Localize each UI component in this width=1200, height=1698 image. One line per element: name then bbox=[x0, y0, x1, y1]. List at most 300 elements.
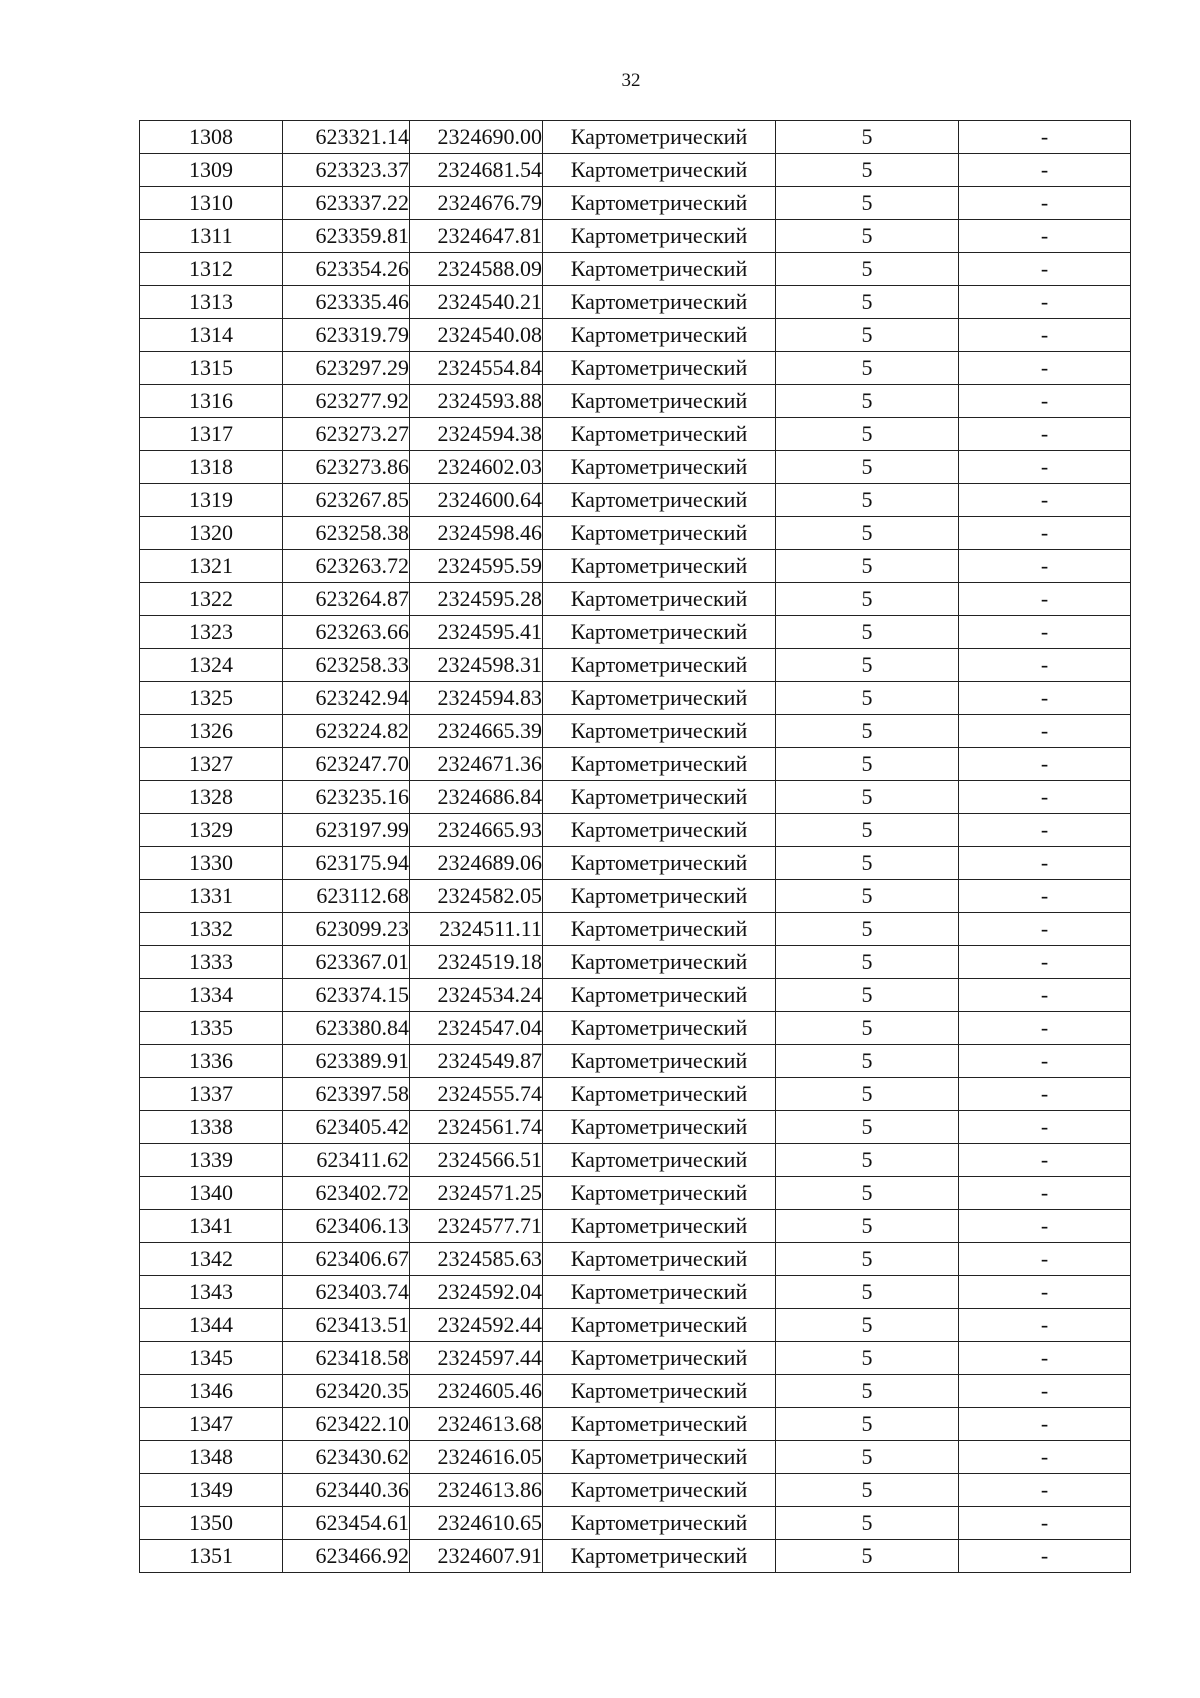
description-cell: - bbox=[959, 946, 1131, 979]
accuracy-cell: 5 bbox=[776, 1276, 959, 1309]
method-cell: Картометрический bbox=[543, 121, 776, 154]
method-cell: Картометрический bbox=[543, 1441, 776, 1474]
point-number-cell: 1346 bbox=[140, 1375, 283, 1408]
accuracy-cell: 5 bbox=[776, 1210, 959, 1243]
accuracy-cell: 5 bbox=[776, 1507, 959, 1540]
page-number: 32 bbox=[621, 70, 641, 91]
method-cell: Картометрический bbox=[543, 1111, 776, 1144]
method-cell: Картометрический bbox=[543, 1408, 776, 1441]
x-coordinate-cell: 623273.27 bbox=[283, 418, 410, 451]
table-row bbox=[140, 715, 1131, 748]
x-coordinate-cell: 623247.70 bbox=[283, 748, 410, 781]
method-cell: Картометрический bbox=[543, 1243, 776, 1276]
point-number-cell: 1328 bbox=[140, 781, 283, 814]
description-cell: - bbox=[959, 187, 1131, 220]
description-cell: - bbox=[959, 484, 1131, 517]
y-coordinate-cell: 2324605.46 bbox=[410, 1375, 543, 1408]
point-number-cell: 1310 bbox=[140, 187, 283, 220]
y-coordinate-cell: 2324561.74 bbox=[410, 1111, 543, 1144]
accuracy-cell: 5 bbox=[776, 847, 959, 880]
table-row bbox=[140, 1441, 1131, 1474]
x-coordinate-cell: 623418.58 bbox=[283, 1342, 410, 1375]
accuracy-cell: 5 bbox=[776, 1012, 959, 1045]
table-row bbox=[140, 517, 1131, 550]
x-coordinate-cell: 623273.86 bbox=[283, 451, 410, 484]
x-coordinate-cell: 623454.61 bbox=[283, 1507, 410, 1540]
method-cell: Картометрический bbox=[543, 946, 776, 979]
method-cell: Картометрический bbox=[543, 880, 776, 913]
point-number-cell: 1316 bbox=[140, 385, 283, 418]
table-row bbox=[140, 1276, 1131, 1309]
point-number-cell: 1344 bbox=[140, 1309, 283, 1342]
method-cell: Картометрический bbox=[543, 319, 776, 352]
method-cell: Картометрический bbox=[543, 682, 776, 715]
x-coordinate-cell: 623175.94 bbox=[283, 847, 410, 880]
y-coordinate-cell: 2324554.84 bbox=[410, 352, 543, 385]
description-cell: - bbox=[959, 319, 1131, 352]
table-row bbox=[140, 418, 1131, 451]
description-cell: - bbox=[959, 1243, 1131, 1276]
y-coordinate-cell: 2324613.86 bbox=[410, 1474, 543, 1507]
y-coordinate-cell: 2324594.83 bbox=[410, 682, 543, 715]
point-number-cell: 1311 bbox=[140, 220, 283, 253]
accuracy-cell: 5 bbox=[776, 550, 959, 583]
table-row bbox=[140, 1078, 1131, 1111]
x-coordinate-cell: 623267.85 bbox=[283, 484, 410, 517]
accuracy-cell: 5 bbox=[776, 1342, 959, 1375]
description-cell: - bbox=[959, 550, 1131, 583]
accuracy-cell: 5 bbox=[776, 1144, 959, 1177]
point-number-cell: 1334 bbox=[140, 979, 283, 1012]
point-number-cell: 1348 bbox=[140, 1441, 283, 1474]
description-cell: - bbox=[959, 715, 1131, 748]
table-row bbox=[140, 781, 1131, 814]
table-row bbox=[140, 1012, 1131, 1045]
table-row bbox=[140, 154, 1131, 187]
accuracy-cell: 5 bbox=[776, 1078, 959, 1111]
y-coordinate-cell: 2324571.25 bbox=[410, 1177, 543, 1210]
accuracy-cell: 5 bbox=[776, 385, 959, 418]
y-coordinate-cell: 2324594.38 bbox=[410, 418, 543, 451]
description-cell: - bbox=[959, 913, 1131, 946]
method-cell: Картометрический bbox=[543, 649, 776, 682]
accuracy-cell: 5 bbox=[776, 1408, 959, 1441]
point-number-cell: 1340 bbox=[140, 1177, 283, 1210]
y-coordinate-cell: 2324588.09 bbox=[410, 253, 543, 286]
point-number-cell: 1315 bbox=[140, 352, 283, 385]
x-coordinate-cell: 623413.51 bbox=[283, 1309, 410, 1342]
method-cell: Картометрический bbox=[543, 451, 776, 484]
y-coordinate-cell: 2324598.31 bbox=[410, 649, 543, 682]
description-cell: - bbox=[959, 616, 1131, 649]
description-cell: - bbox=[959, 583, 1131, 616]
y-coordinate-cell: 2324595.41 bbox=[410, 616, 543, 649]
table-row bbox=[140, 451, 1131, 484]
x-coordinate-cell: 623411.62 bbox=[283, 1144, 410, 1177]
y-coordinate-cell: 2324689.06 bbox=[410, 847, 543, 880]
point-number-cell: 1339 bbox=[140, 1144, 283, 1177]
table-row bbox=[140, 484, 1131, 517]
table-row bbox=[140, 946, 1131, 979]
y-coordinate-cell: 2324602.03 bbox=[410, 451, 543, 484]
x-coordinate-cell: 623297.29 bbox=[283, 352, 410, 385]
point-number-cell: 1323 bbox=[140, 616, 283, 649]
y-coordinate-cell: 2324600.64 bbox=[410, 484, 543, 517]
table-row bbox=[140, 1210, 1131, 1243]
x-coordinate-cell: 623321.14 bbox=[283, 121, 410, 154]
table-row bbox=[140, 1375, 1131, 1408]
description-cell: - bbox=[959, 1540, 1131, 1573]
method-cell: Картометрический bbox=[543, 583, 776, 616]
method-cell: Картометрический bbox=[543, 1045, 776, 1078]
y-coordinate-cell: 2324665.39 bbox=[410, 715, 543, 748]
table-row bbox=[140, 1342, 1131, 1375]
x-coordinate-cell: 623466.92 bbox=[283, 1540, 410, 1573]
method-cell: Картометрический bbox=[543, 352, 776, 385]
point-number-cell: 1309 bbox=[140, 154, 283, 187]
description-cell: - bbox=[959, 451, 1131, 484]
y-coordinate-cell: 2324686.84 bbox=[410, 781, 543, 814]
y-coordinate-cell: 2324534.24 bbox=[410, 979, 543, 1012]
x-coordinate-cell: 623374.15 bbox=[283, 979, 410, 1012]
description-cell: - bbox=[959, 1309, 1131, 1342]
accuracy-cell: 5 bbox=[776, 154, 959, 187]
x-coordinate-cell: 623112.68 bbox=[283, 880, 410, 913]
description-cell: - bbox=[959, 880, 1131, 913]
table-row bbox=[140, 1144, 1131, 1177]
accuracy-cell: 5 bbox=[776, 451, 959, 484]
description-cell: - bbox=[959, 385, 1131, 418]
table-row bbox=[140, 286, 1131, 319]
y-coordinate-cell: 2324616.05 bbox=[410, 1441, 543, 1474]
method-cell: Картометрический bbox=[543, 1375, 776, 1408]
accuracy-cell: 5 bbox=[776, 352, 959, 385]
y-coordinate-cell: 2324665.93 bbox=[410, 814, 543, 847]
accuracy-cell: 5 bbox=[776, 1309, 959, 1342]
x-coordinate-cell: 623397.58 bbox=[283, 1078, 410, 1111]
x-coordinate-cell: 623389.91 bbox=[283, 1045, 410, 1078]
table-row bbox=[140, 1408, 1131, 1441]
y-coordinate-cell: 2324592.44 bbox=[410, 1309, 543, 1342]
table-row bbox=[140, 1177, 1131, 1210]
accuracy-cell: 5 bbox=[776, 946, 959, 979]
x-coordinate-cell: 623430.62 bbox=[283, 1441, 410, 1474]
method-cell: Картометрический bbox=[543, 1012, 776, 1045]
method-cell: Картометрический bbox=[543, 616, 776, 649]
y-coordinate-cell: 2324549.87 bbox=[410, 1045, 543, 1078]
x-coordinate-cell: 623235.16 bbox=[283, 781, 410, 814]
accuracy-cell: 5 bbox=[776, 1045, 959, 1078]
accuracy-cell: 5 bbox=[776, 649, 959, 682]
point-number-cell: 1308 bbox=[140, 121, 283, 154]
x-coordinate-cell: 623197.99 bbox=[283, 814, 410, 847]
point-number-cell: 1326 bbox=[140, 715, 283, 748]
x-coordinate-cell: 623277.92 bbox=[283, 385, 410, 418]
table-row bbox=[140, 880, 1131, 913]
x-coordinate-cell: 623367.01 bbox=[283, 946, 410, 979]
y-coordinate-cell: 2324595.28 bbox=[410, 583, 543, 616]
accuracy-cell: 5 bbox=[776, 1243, 959, 1276]
method-cell: Картометрический bbox=[543, 517, 776, 550]
table-row bbox=[140, 847, 1131, 880]
table-row bbox=[140, 1111, 1131, 1144]
description-cell: - bbox=[959, 781, 1131, 814]
table-row bbox=[140, 550, 1131, 583]
method-cell: Картометрический bbox=[543, 781, 776, 814]
table-row bbox=[140, 220, 1131, 253]
point-number-cell: 1349 bbox=[140, 1474, 283, 1507]
method-cell: Картометрический bbox=[543, 1276, 776, 1309]
description-cell: - bbox=[959, 1144, 1131, 1177]
x-coordinate-cell: 623422.10 bbox=[283, 1408, 410, 1441]
accuracy-cell: 5 bbox=[776, 979, 959, 1012]
accuracy-cell: 5 bbox=[776, 220, 959, 253]
point-number-cell: 1324 bbox=[140, 649, 283, 682]
table-row bbox=[140, 649, 1131, 682]
description-cell: - bbox=[959, 418, 1131, 451]
table-row bbox=[140, 682, 1131, 715]
accuracy-cell: 5 bbox=[776, 1375, 959, 1408]
accuracy-cell: 5 bbox=[776, 484, 959, 517]
y-coordinate-cell: 2324593.88 bbox=[410, 385, 543, 418]
accuracy-cell: 5 bbox=[776, 814, 959, 847]
description-cell: - bbox=[959, 1078, 1131, 1111]
y-coordinate-cell: 2324566.51 bbox=[410, 1144, 543, 1177]
description-cell: - bbox=[959, 1111, 1131, 1144]
method-cell: Картометрический bbox=[543, 1342, 776, 1375]
description-cell: - bbox=[959, 1342, 1131, 1375]
point-number-cell: 1333 bbox=[140, 946, 283, 979]
method-cell: Картометрический bbox=[543, 913, 776, 946]
table-row bbox=[140, 352, 1131, 385]
method-cell: Картометрический bbox=[543, 286, 776, 319]
table-row bbox=[140, 253, 1131, 286]
point-number-cell: 1343 bbox=[140, 1276, 283, 1309]
x-coordinate-cell: 623380.84 bbox=[283, 1012, 410, 1045]
y-coordinate-cell: 2324540.08 bbox=[410, 319, 543, 352]
table-row bbox=[140, 979, 1131, 1012]
x-coordinate-cell: 623319.79 bbox=[283, 319, 410, 352]
point-number-cell: 1320 bbox=[140, 517, 283, 550]
accuracy-cell: 5 bbox=[776, 418, 959, 451]
method-cell: Картометрический bbox=[543, 253, 776, 286]
method-cell: Картометрический bbox=[543, 847, 776, 880]
y-coordinate-cell: 2324519.18 bbox=[410, 946, 543, 979]
point-number-cell: 1313 bbox=[140, 286, 283, 319]
point-number-cell: 1317 bbox=[140, 418, 283, 451]
method-cell: Картометрический bbox=[543, 550, 776, 583]
point-number-cell: 1335 bbox=[140, 1012, 283, 1045]
point-number-cell: 1342 bbox=[140, 1243, 283, 1276]
x-coordinate-cell: 623258.33 bbox=[283, 649, 410, 682]
description-cell: - bbox=[959, 517, 1131, 550]
accuracy-cell: 5 bbox=[776, 319, 959, 352]
y-coordinate-cell: 2324598.46 bbox=[410, 517, 543, 550]
x-coordinate-cell: 623420.35 bbox=[283, 1375, 410, 1408]
y-coordinate-cell: 2324610.65 bbox=[410, 1507, 543, 1540]
point-number-cell: 1347 bbox=[140, 1408, 283, 1441]
x-coordinate-cell: 623099.23 bbox=[283, 913, 410, 946]
accuracy-cell: 5 bbox=[776, 253, 959, 286]
description-cell: - bbox=[959, 1408, 1131, 1441]
table-row bbox=[140, 814, 1131, 847]
table-row bbox=[140, 616, 1131, 649]
table-row bbox=[140, 913, 1131, 946]
y-coordinate-cell: 2324607.91 bbox=[410, 1540, 543, 1573]
point-number-cell: 1329 bbox=[140, 814, 283, 847]
method-cell: Картометрический bbox=[543, 154, 776, 187]
accuracy-cell: 5 bbox=[776, 1474, 959, 1507]
description-cell: - bbox=[959, 121, 1131, 154]
description-cell: - bbox=[959, 1441, 1131, 1474]
y-coordinate-cell: 2324511.11 bbox=[410, 913, 543, 946]
y-coordinate-cell: 2324681.54 bbox=[410, 154, 543, 187]
x-coordinate-cell: 623224.82 bbox=[283, 715, 410, 748]
method-cell: Картометрический bbox=[543, 1144, 776, 1177]
x-coordinate-cell: 623242.94 bbox=[283, 682, 410, 715]
accuracy-cell: 5 bbox=[776, 748, 959, 781]
y-coordinate-cell: 2324671.36 bbox=[410, 748, 543, 781]
accuracy-cell: 5 bbox=[776, 187, 959, 220]
point-number-cell: 1322 bbox=[140, 583, 283, 616]
method-cell: Картометрический bbox=[543, 220, 776, 253]
description-cell: - bbox=[959, 748, 1131, 781]
method-cell: Картометрический bbox=[543, 1474, 776, 1507]
description-cell: - bbox=[959, 1507, 1131, 1540]
description-cell: - bbox=[959, 649, 1131, 682]
y-coordinate-cell: 2324555.74 bbox=[410, 1078, 543, 1111]
point-number-cell: 1314 bbox=[140, 319, 283, 352]
x-coordinate-cell: 623440.36 bbox=[283, 1474, 410, 1507]
x-coordinate-cell: 623337.22 bbox=[283, 187, 410, 220]
description-cell: - bbox=[959, 220, 1131, 253]
description-cell: - bbox=[959, 1210, 1131, 1243]
x-coordinate-cell: 623402.72 bbox=[283, 1177, 410, 1210]
x-coordinate-cell: 623258.38 bbox=[283, 517, 410, 550]
point-number-cell: 1351 bbox=[140, 1540, 283, 1573]
accuracy-cell: 5 bbox=[776, 913, 959, 946]
method-cell: Картометрический bbox=[543, 715, 776, 748]
x-coordinate-cell: 623403.74 bbox=[283, 1276, 410, 1309]
method-cell: Картометрический bbox=[543, 1540, 776, 1573]
accuracy-cell: 5 bbox=[776, 1177, 959, 1210]
description-cell: - bbox=[959, 1474, 1131, 1507]
description-cell: - bbox=[959, 352, 1131, 385]
table-row bbox=[140, 583, 1131, 616]
method-cell: Картометрический bbox=[543, 814, 776, 847]
x-coordinate-cell: 623406.13 bbox=[283, 1210, 410, 1243]
point-number-cell: 1330 bbox=[140, 847, 283, 880]
y-coordinate-cell: 2324595.59 bbox=[410, 550, 543, 583]
y-coordinate-cell: 2324577.71 bbox=[410, 1210, 543, 1243]
accuracy-cell: 5 bbox=[776, 1441, 959, 1474]
accuracy-cell: 5 bbox=[776, 517, 959, 550]
accuracy-cell: 5 bbox=[776, 616, 959, 649]
method-cell: Картометрический bbox=[543, 484, 776, 517]
point-number-cell: 1350 bbox=[140, 1507, 283, 1540]
y-coordinate-cell: 2324582.05 bbox=[410, 880, 543, 913]
table-row bbox=[140, 1045, 1131, 1078]
accuracy-cell: 5 bbox=[776, 121, 959, 154]
method-cell: Картометрический bbox=[543, 1507, 776, 1540]
x-coordinate-cell: 623335.46 bbox=[283, 286, 410, 319]
x-coordinate-cell: 623406.67 bbox=[283, 1243, 410, 1276]
method-cell: Картометрический bbox=[543, 187, 776, 220]
point-number-cell: 1341 bbox=[140, 1210, 283, 1243]
method-cell: Картометрический bbox=[543, 1210, 776, 1243]
point-number-cell: 1332 bbox=[140, 913, 283, 946]
description-cell: - bbox=[959, 1177, 1131, 1210]
method-cell: Картометрический bbox=[543, 385, 776, 418]
accuracy-cell: 5 bbox=[776, 1540, 959, 1573]
description-cell: - bbox=[959, 814, 1131, 847]
x-coordinate-cell: 623354.26 bbox=[283, 253, 410, 286]
accuracy-cell: 5 bbox=[776, 682, 959, 715]
description-cell: - bbox=[959, 1012, 1131, 1045]
table-row bbox=[140, 1309, 1131, 1342]
accuracy-cell: 5 bbox=[776, 781, 959, 814]
accuracy-cell: 5 bbox=[776, 583, 959, 616]
description-cell: - bbox=[959, 1375, 1131, 1408]
method-cell: Картометрический bbox=[543, 1078, 776, 1111]
table-row bbox=[140, 187, 1131, 220]
x-coordinate-cell: 623405.42 bbox=[283, 1111, 410, 1144]
description-cell: - bbox=[959, 253, 1131, 286]
point-number-cell: 1319 bbox=[140, 484, 283, 517]
point-number-cell: 1318 bbox=[140, 451, 283, 484]
point-number-cell: 1325 bbox=[140, 682, 283, 715]
point-number-cell: 1338 bbox=[140, 1111, 283, 1144]
point-number-cell: 1331 bbox=[140, 880, 283, 913]
point-number-cell: 1327 bbox=[140, 748, 283, 781]
description-cell: - bbox=[959, 847, 1131, 880]
table-row bbox=[140, 748, 1131, 781]
table-row bbox=[140, 385, 1131, 418]
point-number-cell: 1312 bbox=[140, 253, 283, 286]
y-coordinate-cell: 2324585.63 bbox=[410, 1243, 543, 1276]
table-row bbox=[140, 319, 1131, 352]
description-cell: - bbox=[959, 154, 1131, 187]
table-row bbox=[140, 121, 1131, 154]
description-cell: - bbox=[959, 682, 1131, 715]
y-coordinate-cell: 2324540.21 bbox=[410, 286, 543, 319]
method-cell: Картометрический bbox=[543, 418, 776, 451]
table-row bbox=[140, 1507, 1131, 1540]
accuracy-cell: 5 bbox=[776, 880, 959, 913]
y-coordinate-cell: 2324613.68 bbox=[410, 1408, 543, 1441]
accuracy-cell: 5 bbox=[776, 286, 959, 319]
method-cell: Картометрический bbox=[543, 979, 776, 1012]
point-number-cell: 1337 bbox=[140, 1078, 283, 1111]
y-coordinate-cell: 2324547.04 bbox=[410, 1012, 543, 1045]
point-number-cell: 1345 bbox=[140, 1342, 283, 1375]
method-cell: Картометрический bbox=[543, 1177, 776, 1210]
table-body bbox=[140, 121, 1131, 1573]
description-cell: - bbox=[959, 1276, 1131, 1309]
method-cell: Картометрический bbox=[543, 1309, 776, 1342]
y-coordinate-cell: 2324676.79 bbox=[410, 187, 543, 220]
x-coordinate-cell: 623263.66 bbox=[283, 616, 410, 649]
method-cell: Картометрический bbox=[543, 748, 776, 781]
table-row bbox=[140, 1243, 1131, 1276]
y-coordinate-cell: 2324592.04 bbox=[410, 1276, 543, 1309]
table-row bbox=[140, 1540, 1131, 1573]
point-number-cell: 1321 bbox=[140, 550, 283, 583]
y-coordinate-cell: 2324597.44 bbox=[410, 1342, 543, 1375]
accuracy-cell: 5 bbox=[776, 1111, 959, 1144]
table-row bbox=[140, 1474, 1131, 1507]
accuracy-cell: 5 bbox=[776, 715, 959, 748]
